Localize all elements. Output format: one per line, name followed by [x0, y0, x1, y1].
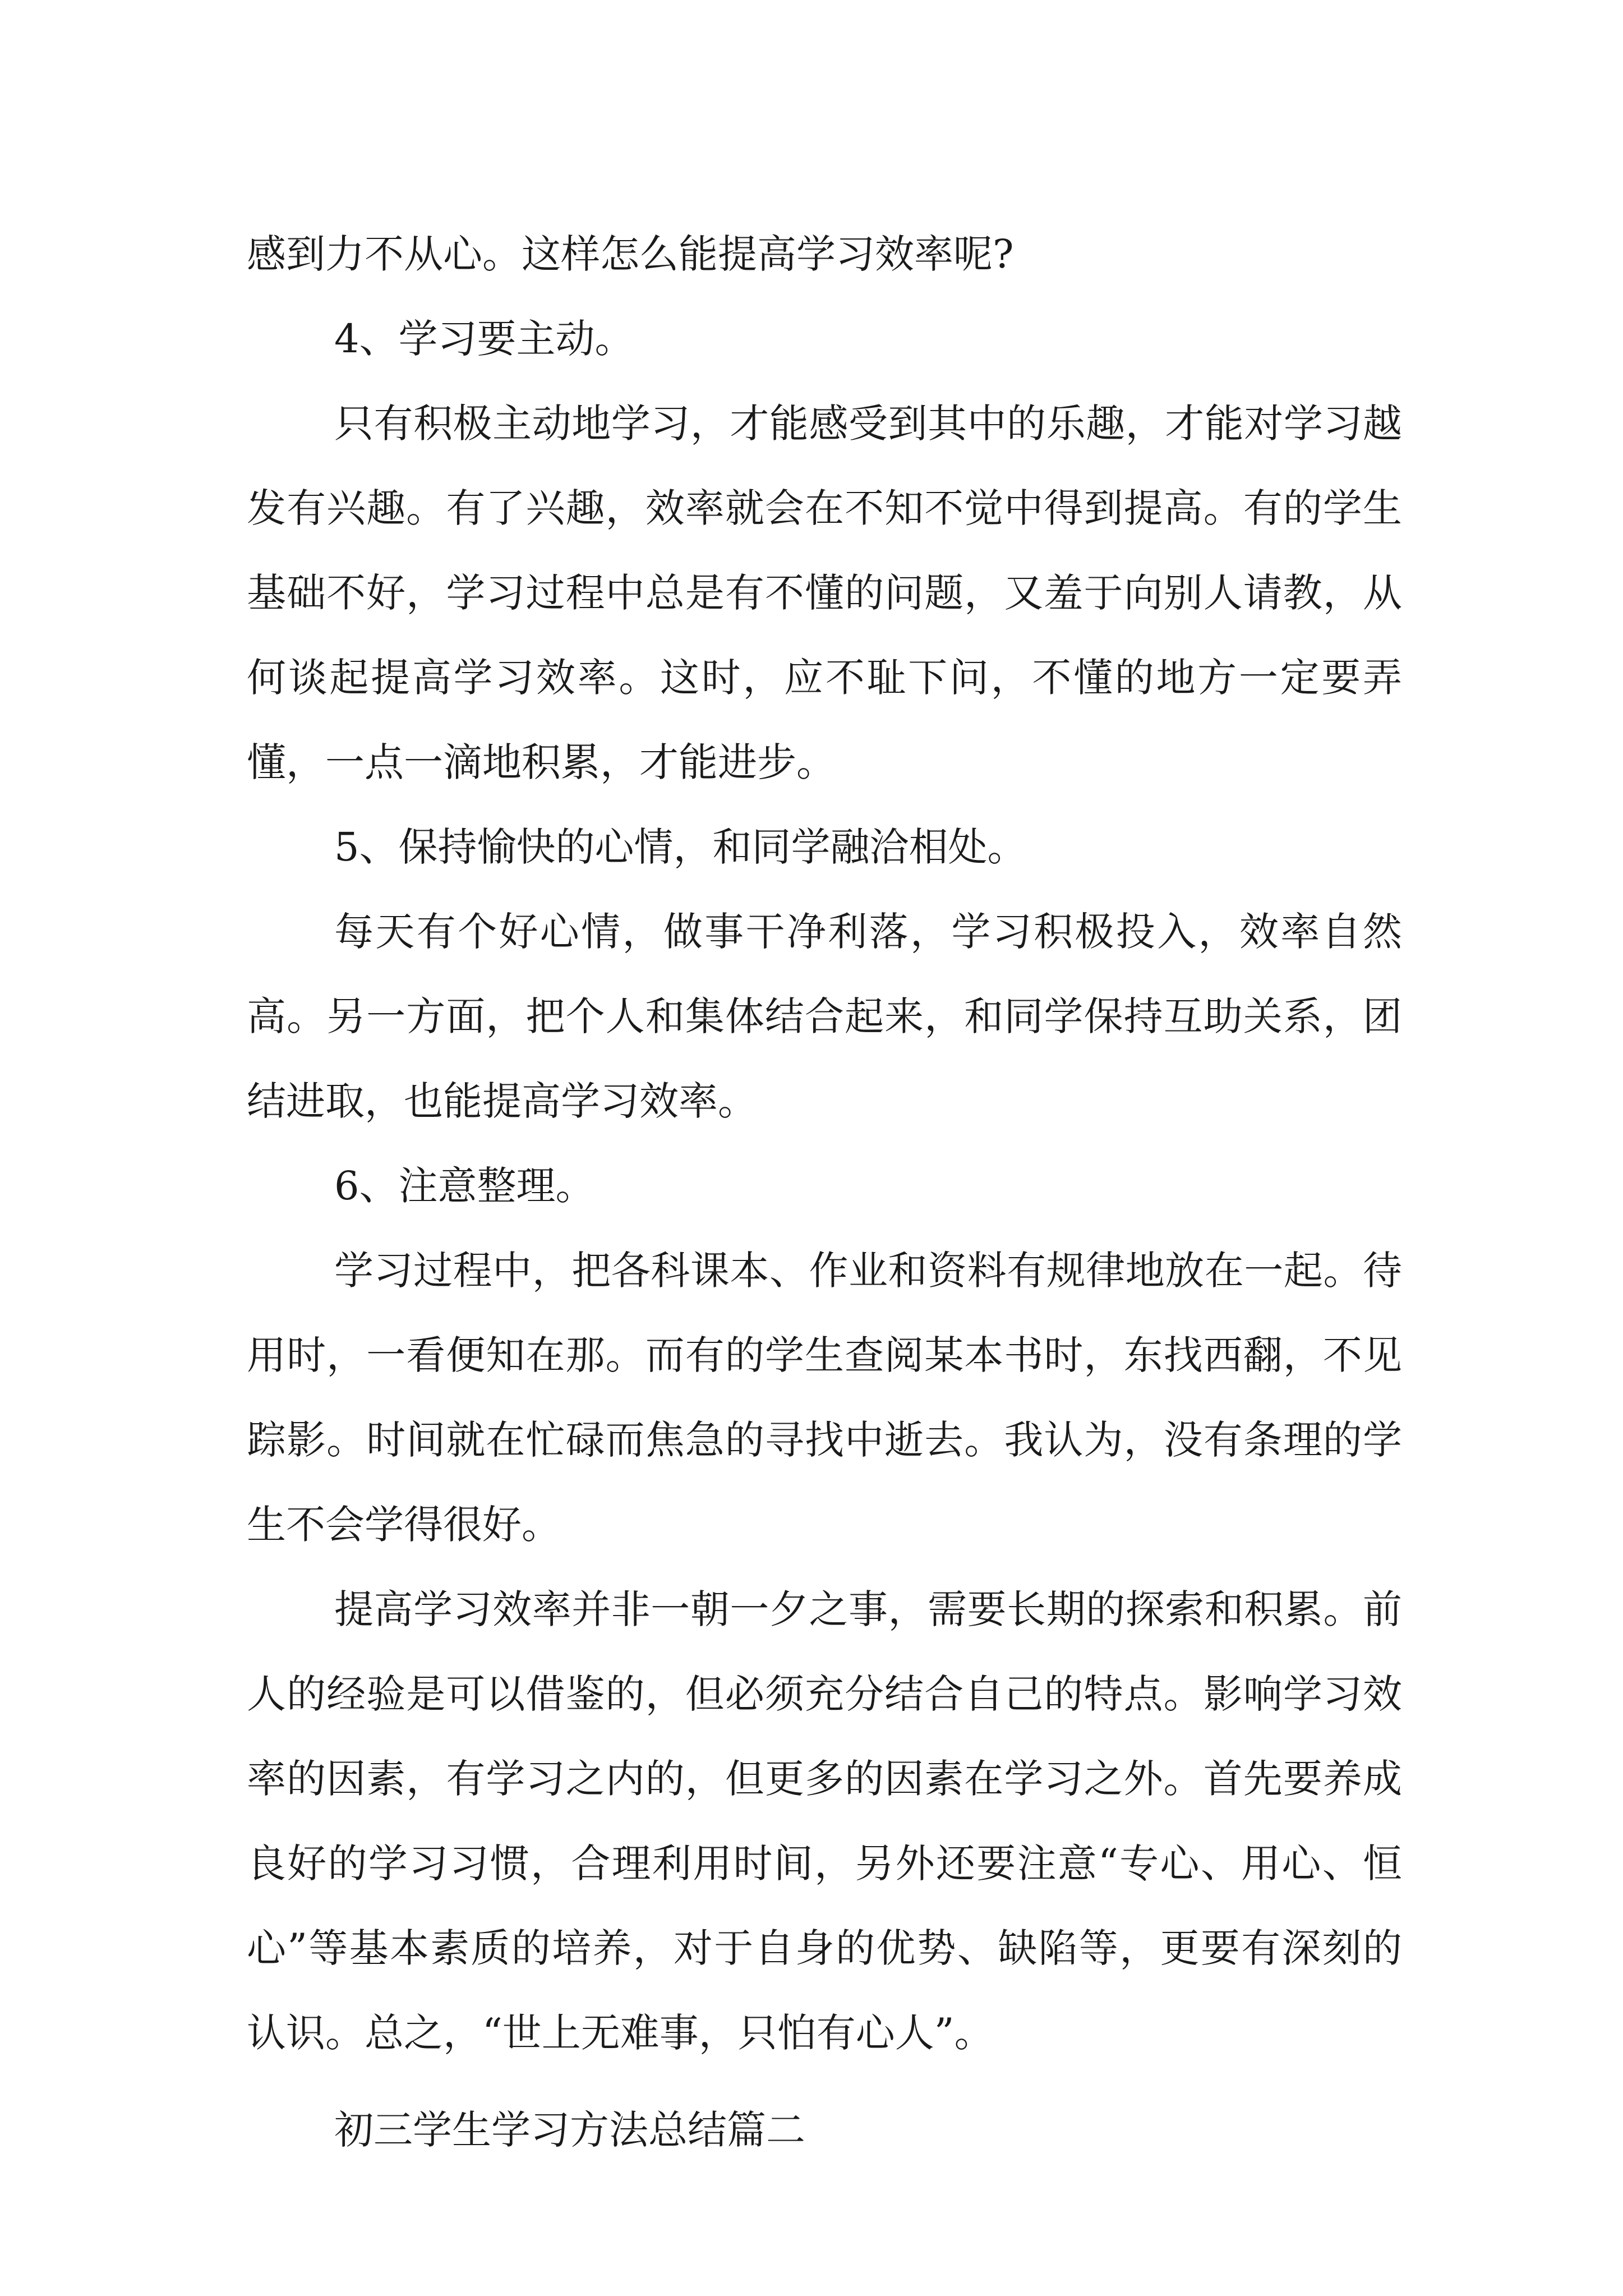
paragraph-conclusion: 提高学习效率并非一朝一夕之事，需要长期的探索和积累。前人的经验是可以借鉴的，但必须充分结合自己的特点。影响学习效率的因素，有学习之内的，但更多的因素在学习之外。首先要养成良好的学习习惯，合理利用时间，另外还要注意“专心、用心、恒心”等基本素质的培养，对于自身的优势、缺陷等，更要有深刻的认识。总之，“世上无难事，只怕有心人”。	[247, 1586, 1402, 2056]
document-body	[247, 212, 1402, 2173]
section-title: 初三学生学习方法总结篇二	[334, 2107, 805, 2153]
paragraph-heading-6: 6、注意整理。	[334, 1163, 595, 1209]
paragraph-heading-5: 5、保持愉快的心情，和同学融洽相处。	[334, 824, 1027, 870]
paragraph-heading-4: 4、学习要主动。	[334, 316, 634, 362]
paragraph-body: 学习过程中，把各科课本、作业和资料有规律地放在一起。待用时，一看便知在那。而有的学生查阅某本书时，东找西翻，不见踪影。时间就在忙碌而焦急的寻找中逝去。我认为，没有条理的学生不会学得很好。	[247, 1248, 1402, 1548]
paragraph-body: 每天有个好心情，做事干净利落，学习积极投入，效率自然高。另一方面，把个人和集体结合起来，和同学保持互助关系，团结进取，也能提高学习效率。	[247, 909, 1402, 1124]
paragraph-body: 只有积极主动地学习，才能感受到其中的乐趣，才能对学习越发有兴趣。有了兴趣，效率就会在不知不觉中得到提高。有的学生基础不好，学习过程中总是有不懂的问题，又羞于向别人请教，从何谈起提高学习效率。这时，应不耻下问，不懂的地方一定要弄懂，一点一滴地积累，才能进步。	[247, 401, 1402, 785]
paragraph-continuation: 感到力不从心。这样怎么能提高学习效率呢?	[247, 231, 1014, 277]
